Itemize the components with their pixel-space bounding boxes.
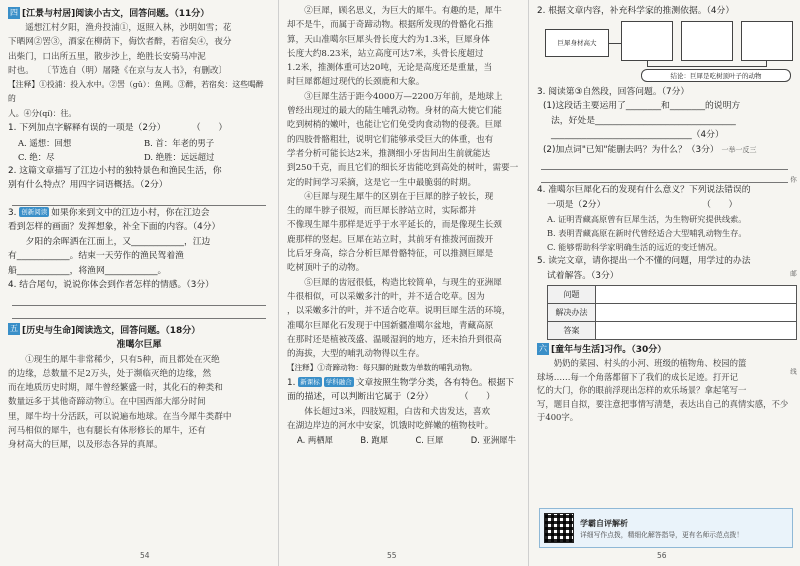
section-6-tag: 六 (539, 343, 547, 353)
question-1: 1. 新课标 学科融合 文章按照生物学分类，各有特色。根据下 (287, 377, 515, 388)
option-b[interactable]: B. 表明青藏高原在新时代曾经适合大型哺乳动物生存。 (547, 228, 747, 238)
paragraph-line: 算，天山准噶尔巨犀头骨长度大约为1.3米，巨犀身体 (287, 34, 490, 45)
section-4-title: [江景与村居]阅读小古文，回答问题。（11分） (22, 9, 210, 19)
paragraph-line: 准噶尔巨犀化石发现于中国新疆准噶尔盆地，青藏高原 (287, 320, 494, 331)
paragraph-line: 鹿那样的竖起。巨犀在站立时，其前牙有推拨河面拨开 (287, 234, 494, 245)
paragraph-line: 吃到树梢的嫩叶，也能让它们免受肉食动物的侵袭。巨犀 (287, 120, 502, 131)
diagram-connector (609, 43, 621, 44)
description-line: 体长超过3米，四肢短粗，白齿和犬齿发达，喜欢 (304, 406, 491, 417)
diagram-premise-box (545, 29, 609, 57)
answer-line[interactable] (541, 157, 788, 170)
answer-line[interactable] (12, 293, 266, 306)
question-2-cont: 别有什么特点？用四字词语概括。（2分） (8, 180, 168, 191)
option-b[interactable]: B. 跑犀 (360, 435, 389, 446)
paragraph-line: 吃树顶叶子的动物。 (287, 263, 365, 274)
option-a[interactable]: A. 遥想：回想 (18, 137, 72, 148)
hint-label: 一举一反三 (721, 145, 757, 154)
new-standard-badge: 新课标 (300, 378, 320, 387)
answer-line[interactable] (12, 193, 266, 206)
table-row (548, 304, 797, 322)
question-4: 4. 结合尾句，说说你体会到作者怎样的情感。（3分） (8, 280, 214, 291)
side-mark: 线 (789, 368, 797, 375)
option-a[interactable]: A. 证明青藏高原曾有巨犀生活，为生物研究提供线索。 (547, 214, 747, 224)
table-header: 答案 (548, 322, 596, 340)
question-5-cont: 试着解答。（3分） (547, 270, 619, 281)
paragraph-line: 身材高大的巨犀，以及形态各异的真犀。 (8, 440, 163, 451)
option-a[interactable]: A. 两栖犀 (297, 435, 334, 446)
question-4-cont: 一项是（2分） （ ） (547, 199, 738, 210)
table-cell[interactable] (596, 322, 797, 340)
question-1-options (8, 136, 270, 164)
question-2: 2. 这篇文章描写了江边小村的独特景色和渔民生活，你 (8, 165, 222, 176)
paragraph-line: 的海拔，大型的哺乳动物得以生存。 (287, 349, 425, 360)
option-c[interactable]: C. 绝：尽 (18, 151, 55, 162)
notes-line: 人。④分(qí)：往。 (8, 108, 77, 118)
question-3-cont: 看到怎样的画面？发挥想象，补全下面的内容。（4分） (8, 222, 221, 233)
paragraph-line: 长度大约8.23米，站立高度可达7米，头骨长度超过 (287, 48, 484, 59)
paragraph-line: 河马相似的犀牛，也有腿长有体形修长的犀牛，还有 (8, 426, 206, 437)
paragraph-line: 却不是牛，而属于奇蹄动物。根据所发现的骨骼化石推 (287, 20, 494, 31)
paragraph-line: 生的犀牛脖子很短，而巨犀长脖站立时，实际都并 (287, 206, 477, 217)
panel-title: 学霸自评解析 (580, 518, 628, 528)
question-3-1-cont: 法，好处是________________________________ (551, 115, 736, 126)
paragraph-line: ④巨犀与现生犀牛的区别在于巨犀的脖子较长，现 (304, 191, 494, 202)
paragraph-line: ⑤巨犀的齿冠很低，构造比较简单，与现生的亚洲犀 (304, 277, 502, 288)
subject-fusion-badge: 学科融合 (325, 378, 352, 387)
answer-line[interactable] (541, 170, 788, 183)
paragraph-line: 曾经出现过的最大的陆生哺乳动物。身材的高大使它们能 (287, 106, 502, 117)
paragraph-line: 数量远多于其他奇蹄动物①。在中国西部大部分时间 (8, 397, 206, 408)
option-d[interactable]: D. 亚洲犀牛 (470, 435, 516, 446)
section-5-tag: 五 (10, 324, 18, 334)
page-number: 55 (387, 551, 397, 560)
table-header: 问题 (548, 286, 596, 304)
paragraph-line: 不像现生犀牛那样是近乎于水平延长的，而是像现生长颈 (287, 220, 502, 231)
reasoning-diagram (545, 21, 788, 83)
article-title: 准噶尔巨犀 (116, 339, 162, 350)
question-5: 5. 读完文章，请你提出一个不懂的问题，用学过的办法 (537, 256, 751, 266)
section-4-heading (8, 6, 270, 19)
essay-line: 奶奶的菜园、村头的小河、班级的植物角、校园的篮 (553, 358, 747, 368)
section-6-heading (537, 342, 792, 355)
diagram-premise-label: 巨犀身材高大 (557, 39, 597, 47)
question-3-1-cont: ________________________________（4分） (551, 130, 724, 140)
table-cell[interactable] (596, 286, 797, 304)
question-1-options (287, 433, 520, 447)
question-1: 1. 下列加点字解释有误的一项是（2分） （ ） (8, 123, 228, 134)
self-review-panel (539, 508, 793, 548)
question-3: 3. 阅读第③自然段，回答问题。（7分） (537, 86, 690, 97)
poem-line: 下晒网②罟③，酒家在柳荫下，侮饮者醉，若宿矣④，夜分 (8, 37, 232, 48)
fill-line: 夕阳的余晖洒在江面上，又____________，江边 (25, 236, 211, 247)
paragraph-line: 的边缘，总数量不足2万头，处于濒临灭绝的边缘，然 (8, 368, 212, 379)
page-55 (278, 0, 528, 566)
page-54 (0, 0, 278, 566)
side-mark: 你 (789, 176, 797, 183)
poem-line: 出柴门，口出所五里，散步沙上，绝胜长安骑马冲泥 (8, 51, 206, 62)
notes-line: 【注释】①投浦：投入水中。②罟（ɡǔ）：鱼网。③醉，若宿矣：这些喝醉的 (8, 80, 264, 104)
essay-line: 忆的大门，你的眼前浮现出怎样的欢乐场景？拿起笔写一 (537, 385, 747, 396)
diagram-conclusion-label: 结论：巨犀是吃树顶叶子的动物 (670, 71, 762, 80)
paragraph-line: 时巨犀都超过现代的长颈鹿和大象。 (287, 77, 425, 88)
diagram-bracket (647, 61, 767, 67)
description-line: 在湖边岸边的河水中安家，饥饿时吃鲜嫩的植物枝叶。 (287, 421, 494, 432)
section-5-heading (8, 323, 270, 336)
diagram-answer-box[interactable] (681, 21, 733, 61)
innovative-badge: 创新阅读 (21, 208, 48, 217)
notes-line: 【注释】①奇蹄动物：每只脚的趾数为单数的哺乳动物。 (287, 363, 477, 373)
diagram-conclusion-box (641, 69, 791, 82)
table-cell[interactable] (596, 304, 797, 322)
option-b[interactable]: B. 首：年老的男子 (144, 137, 215, 148)
paragraph-line: ①现生的犀牛非常稀少，只有5种，而且都处在灭绝 (25, 354, 220, 365)
side-mark: 邮 (789, 270, 797, 277)
question-4: 4. 准噶尔巨犀化石的发现有什么意义？下列说法错误的 (537, 185, 751, 195)
question-3: 3. 创新阅读 如果你来到文中的江边小村，你在江边会 (8, 207, 210, 218)
diagram-answer-box[interactable] (621, 21, 673, 61)
answer-line[interactable] (12, 306, 266, 319)
paragraph-line: 到250千克，而且它们的细长牙齿能吃到高处的树叶，需要一 (287, 163, 519, 174)
paragraph-line: 在那时还是植被茂盛、温暖湿润的地方，还未抬升到很高 (287, 334, 502, 345)
question-2: 2. 根据文章内容，补充科学家的推测依据。（4分） (537, 6, 735, 16)
table-row (548, 286, 797, 304)
option-c[interactable]: C. 巨犀 (415, 435, 444, 446)
section-4-tag: 四 (10, 7, 18, 17)
essay-line: 写，题目自拟，要注意把事情写清楚，表达出自己的真情实感，不少于400字。 (537, 398, 789, 423)
answer-table (547, 285, 797, 340)
paragraph-line: 里，犀牛均十分活跃，可以说遍布地球。在当今犀牛类群中 (8, 411, 232, 422)
diagram-answer-box[interactable] (741, 21, 793, 61)
paragraph-line: ③巨犀生活于距今4000万—2200万年前，是地球上 (304, 91, 503, 102)
option-d[interactable]: D. 绝胜：远远超过 (144, 151, 215, 162)
essay-line: 球场……每一个角落都留下了我们的成长足迹。打开记 (537, 371, 738, 382)
table-header: 解决办法 (548, 304, 596, 322)
question-3-2: (2)加点词"已知"能删去吗？为什么？（3分） 一举一反三 (543, 144, 757, 155)
panel-subtitle: 详细写作点拨，精细化解答指导，更有名师示范点拨！ (580, 530, 744, 539)
section-5-title: [历史与生命]阅读选文，回答问题。（18分） (22, 325, 201, 336)
paragraph-line: 定的时间学习采摘，这是它一生中最脆弱的时期。 (287, 177, 477, 188)
paragraph-line: ②巨犀，顾名思义，为巨大的犀牛。有趣的是，犀牛 (304, 6, 502, 16)
paragraph-line: 1.2米，推测体重可达20吨，无论是高度还是重量，当 (287, 63, 493, 74)
question-1-cont: 面的描述，可以判断出它属于（2分） （ ） (287, 392, 495, 403)
paragraph-line: 比后牙身高，综合分析巨犀骨骼特征，可以推测巨犀是 (287, 249, 494, 260)
question-3-1: (1)这段话主要运用了________和________的说明方 (543, 101, 741, 111)
page-56 (528, 0, 800, 566)
table-row (548, 322, 797, 340)
option-c[interactable]: C. 能够帮助科学家明确生活的远近的变迁情况。 (547, 242, 722, 252)
paragraph-line: 的四肢骨骼粗壮，说明它们能够承受巨大的体重，也有 (287, 134, 494, 145)
page-number: 56 (657, 551, 667, 560)
paragraph-line: 学者分析可能长达2米，推测细小牙齿间出生前就能达 (287, 148, 491, 159)
fill-line: 有____________。结束一天劳作的渔民驾着渔 (8, 251, 184, 262)
poem-line: 时也。 〔节选自（明）屠隆《在京与友人书》，有删改〕 (8, 65, 228, 76)
poem-line: 遥想江村夕阳，渔舟投浦①，返照入林，沙明如雪；花 (25, 23, 232, 33)
paragraph-line: 而在地质历史时期，犀牛曾经繁盛一时，其化石的种类和 (8, 383, 223, 394)
paragraph-line: 牛很相似，可以采嫩多汁的叶，并不适合吃草。因为 (287, 291, 485, 302)
section-6-title: [童年与生活]习作。（30分） (551, 345, 667, 355)
qr-code-icon[interactable] (544, 513, 574, 543)
paragraph-line: ，以采嫩多汁的叶，并不适合吃草。说明巨犀生活的环境， (287, 306, 511, 317)
fill-line: 船____________，将渔网____________。 (8, 265, 167, 276)
page-number: 54 (140, 551, 150, 560)
